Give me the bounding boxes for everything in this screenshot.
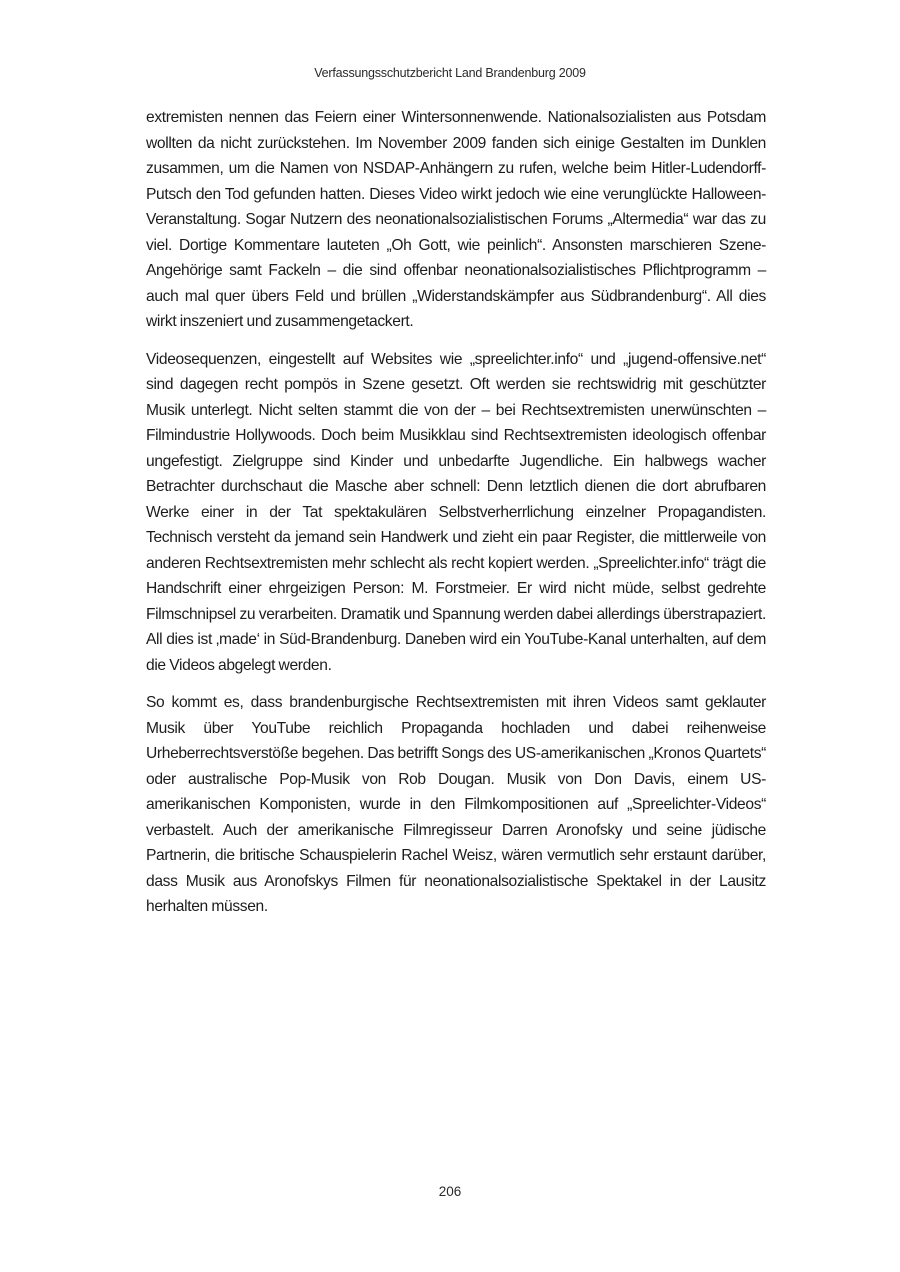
running-header: Verfassungsschutzbericht Land Brandenburg 2009 (314, 66, 586, 80)
body-text (146, 105, 766, 920)
paragraph-3: So kommt es, dass brandenburgische Rechtsextremisten mit ihren Videos samt geklauter Musik über YouTube reichlich Propaganda hochladen und dabei reihenweise Urheberrechtsverstöße begehen. Das betrifft Songs des US-amerikanischen „Kronos Quartets“ oder australische Pop-Musik von Rob Dougan. Musik von Don Davis, einem US-amerikanischen Komponisten, wurde in den Filmkompositionen auf „Spreelichter-Videos“ verbastelt. Auch der amerikanische Filmregisseur Darren Aronofsky und seine jüdische Partnerin, die britische Schauspielerin Rachel Weisz, wären vermutlich sehr erstaunt darüber, dass Musik aus Aronofskys Filmen für neonationalsozialistische Spektakel in der Lausitz herhalten müssen. (146, 694, 766, 915)
paragraph-2: Videosequenzen, eingestellt auf Websites wie „spreelichter.info“ und „jugend-offensive.net“ sind dagegen recht pompös in Szene gesetzt. Oft werden sie rechtswidrig mit geschützter Musik unterlegt. Nicht selten stammt die von der – bei Rechtsextremisten unerwünschten – Filmindustrie Hollywoods. Doch beim Musikklau sind Rechtsextremisten ideologisch offenbar ungefestigt. Zielgruppe sind Kinder und unbedarfte Jugendliche. Ein halbwegs wacher Betrachter durchschaut die Masche aber schnell: Denn letztlich dienen die dort abrufbaren Werke einer in der Tat spektakulären Selbstverherrlichung einzelner Propagandisten. Technisch versteht da jemand sein Handwerk und zieht ein paar Register, die mittlerweile von anderen Rechtsextremisten mehr schlecht als recht kopiert werden. „Spreelichter.info“ trägt die Handschrift einer ehrgeizigen Person: M. Forstmeier. Er wird nicht müde, selbst gedrehte Filmschnipsel zu verarbeiten. Dramatik und Spannung werden dabei allerdings überstrapaziert. All dies ist ‚made‘ in Süd-Brandenburg. Daneben wird ein YouTube-Kanal unterhalten, auf dem die Videos abgelegt werden. (146, 350, 766, 674)
page-number: 206 (438, 1184, 462, 1199)
paragraph-1: extremisten nennen das Feiern einer Wintersonnenwende. Nationalsozialisten aus Potsdam wollten da nicht zurückstehen. Im November 2009 fanden sich einige Gestalten im Dunklen zusammen, um die Namen von NSDAP-Anhängern zu rufen, welche beim Hitler-Ludendorff-Putsch den Tod gefunden hatten. Dieses Video wirkt jedoch wie eine verunglückte Halloween-Veranstaltung. Sogar Nutzern des neonationalsozialistischen Forums „Altermedia“ war das zu viel. Dortige Kommentare lauteten „Oh Gott, wie peinlich“. Ansonsten marschieren Szene-Angehörige samt Fackeln – die sind offenbar neonationalsozialistisches Pflichtprogramm – auch mal quer übers Feld und brüllen „Widerstandskämpfer aus Südbrandenburg“. All dies wirkt inszeniert und zusammengetackert. (146, 109, 766, 330)
